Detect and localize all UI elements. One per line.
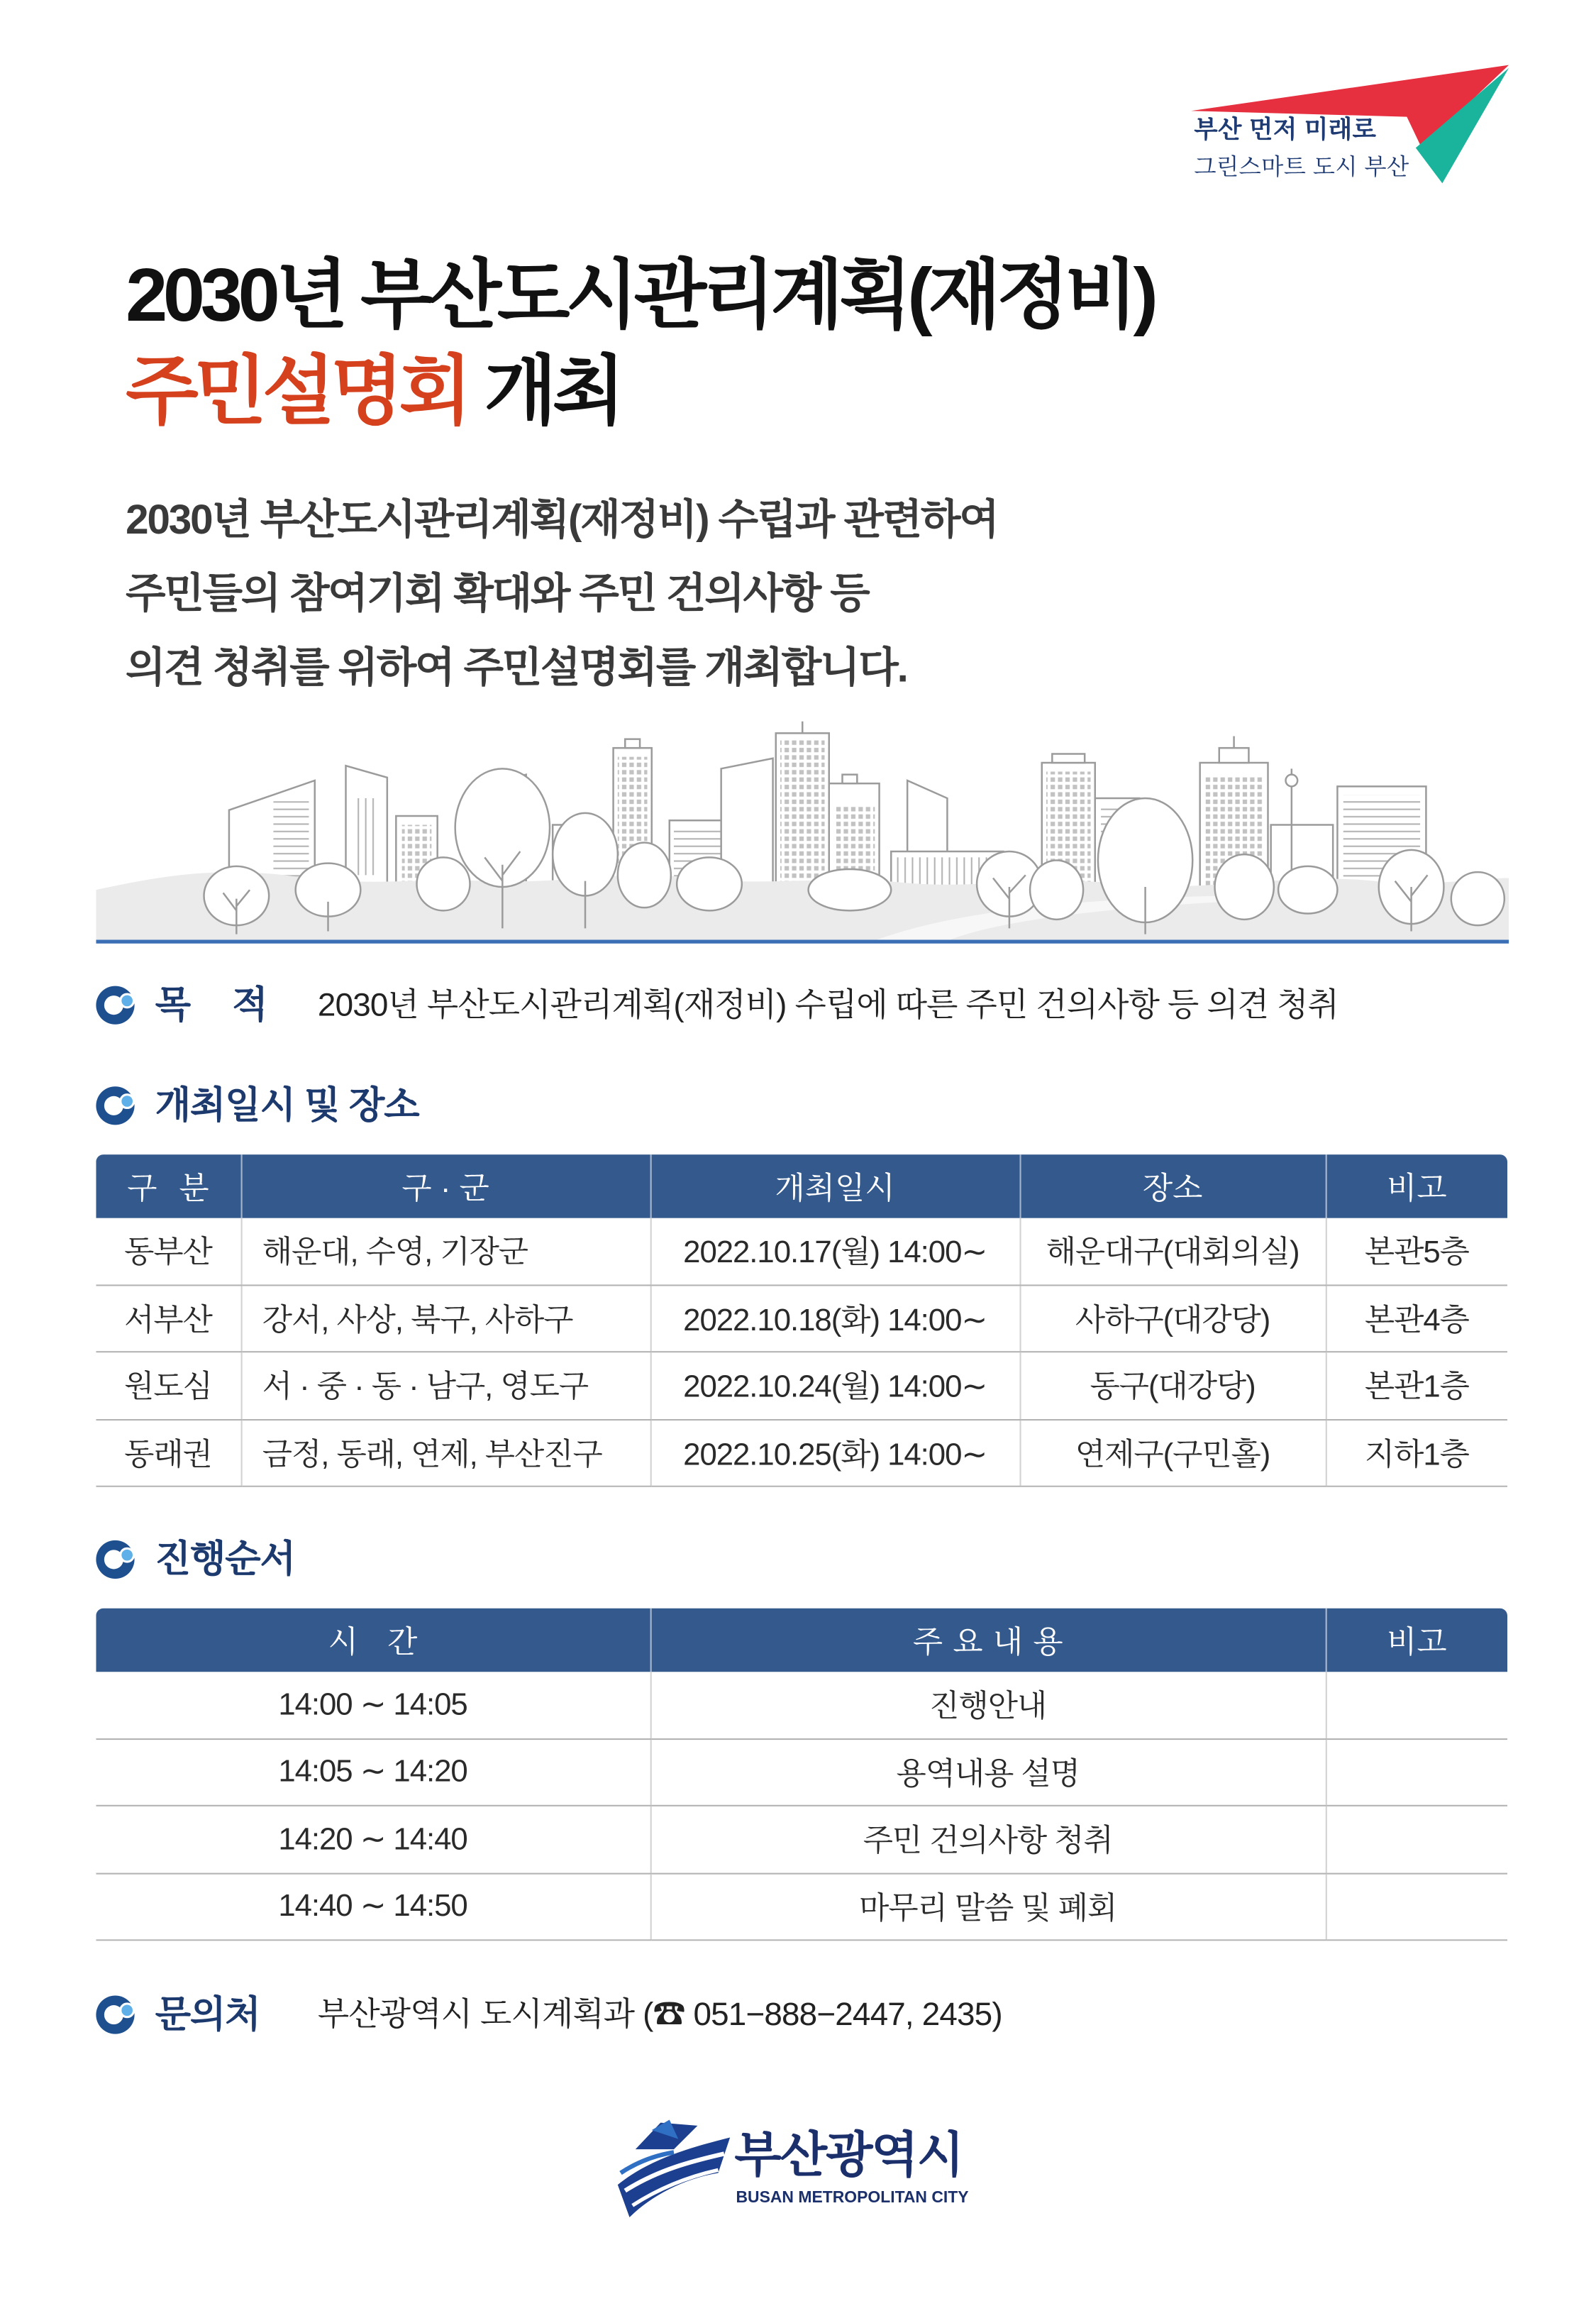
schedule-table (96, 1154, 1507, 1487)
header-division: 구 분 (96, 1154, 240, 1218)
program-table (96, 1609, 1507, 1941)
schedule-note-cell: 본관5층 (1326, 1218, 1507, 1285)
intro-line: 주민들의 참여기회 확대와 주민 건의사항 등 (126, 570, 869, 617)
program-content-cell: 주민 건의사항 청취 (650, 1806, 1326, 1873)
header-time: 시 간 (96, 1609, 650, 1672)
program-row (96, 1672, 1507, 1738)
intro-line: 의견 청취를 위하여 주민설명회를 개최합니다. (126, 644, 907, 690)
schedule-region-cell: 원도심 (96, 1352, 240, 1419)
program-content-cell: 진행안내 (650, 1672, 1326, 1738)
schedule-row (96, 1284, 1507, 1352)
program-note-cell (1326, 1672, 1507, 1738)
schedule-row (96, 1352, 1507, 1419)
header-districts: 구 · 군 (241, 1154, 650, 1218)
intro-line: 2030년 부산도시관리계획(재정비) 수립과 관련하여 (126, 497, 998, 543)
page-title-line-2 (126, 348, 621, 436)
section-bullet-icon (94, 1994, 135, 2035)
program-content-cell: 용역내용 설명 (650, 1738, 1326, 1806)
title-highlight: 주민설명회 (126, 348, 468, 434)
schedule-venue-cell: 해운대구(대회의실) (1020, 1218, 1326, 1285)
schedule-districts-cell: 해운대, 수영, 기장군 (241, 1218, 650, 1285)
schedule-districts-cell: 금정, 동래, 연제, 부산진구 (241, 1419, 650, 1486)
busan-emblem-icon (615, 2117, 733, 2223)
program-heading: 진행순서 (155, 1538, 295, 1581)
header-venue: 장소 (1020, 1154, 1326, 1218)
program-time-cell: 14:40 ∼ 14:50 (96, 1873, 650, 1941)
header-datetime: 개최일시 (650, 1154, 1020, 1218)
program-content-cell: 마무리 말씀 및 폐회 (650, 1873, 1326, 1941)
schedule-venue-cell: 동구(대강당) (1020, 1352, 1326, 1419)
program-row (96, 1873, 1507, 1941)
purpose-text: 2030년 부산도시관리계획(재정비) 수립에 따른 주민 건의사항 등 의견 청취 (317, 986, 1339, 1023)
program-note-cell (1326, 1738, 1507, 1806)
schedule-districts-cell: 강서, 사상, 북구, 사하구 (241, 1284, 650, 1352)
page-title-line-1: 2030년 부산도시관리계획(재정비) (126, 253, 1154, 337)
city-skyline-icon (96, 722, 1510, 947)
intro-paragraph (126, 483, 998, 705)
program-time-cell: 14:05 ∼ 14:20 (96, 1738, 650, 1806)
schedule-datetime-cell: 2022.10.25(화) 14:00∼ (650, 1419, 1020, 1486)
program-time-cell: 14:20 ∼ 14:40 (96, 1806, 650, 1873)
schedule-venue-cell: 사하구(대강당) (1020, 1284, 1326, 1352)
schedule-row (96, 1218, 1507, 1285)
schedule-datetime-cell: 2022.10.17(월) 14:00∼ (650, 1218, 1020, 1285)
schedule-venue-cell: 연제구(구민홀) (1020, 1419, 1326, 1486)
contact-heading: 문의처 (155, 1994, 260, 2036)
program-header-row (96, 1609, 1507, 1672)
schedule-note-cell: 본관4층 (1326, 1284, 1507, 1352)
header-content: 주 요 내 용 (650, 1609, 1326, 1672)
schedule-region-cell: 동부산 (96, 1218, 240, 1285)
schedule-districts-cell: 서 · 중 · 동 · 남구, 영도구 (241, 1352, 650, 1419)
schedule-note-cell: 지하1층 (1326, 1419, 1507, 1486)
program-row (96, 1738, 1507, 1806)
city-name-english: BUSAN METROPOLITAN CITY (736, 2189, 969, 2207)
contact-text: 부산광역시 도시계획과 (☎ 051−888−2447, 2435) (317, 1995, 1002, 2033)
header-note: 비고 (1326, 1609, 1507, 1672)
section-bullet-icon (94, 1539, 135, 1580)
purpose-heading: 목 적 (155, 984, 267, 1026)
schedule-note-cell: 본관1층 (1326, 1352, 1507, 1419)
schedule-region-cell: 서부산 (96, 1284, 240, 1352)
program-row (96, 1806, 1507, 1873)
section-bullet-icon (94, 985, 135, 1026)
program-note-cell (1326, 1806, 1507, 1873)
slogan-line-2: 그린스마트 도시 부산 (1194, 155, 1409, 181)
section-bullet-icon (94, 1085, 135, 1126)
schedule-datetime-cell: 2022.10.18(화) 14:00∼ (650, 1284, 1020, 1352)
schedule-datetime-cell: 2022.10.24(월) 14:00∼ (650, 1352, 1020, 1419)
program-note-cell (1326, 1873, 1507, 1941)
schedule-header-row (96, 1154, 1507, 1218)
schedule-row (96, 1419, 1507, 1486)
schedule-region-cell: 동래권 (96, 1419, 240, 1486)
slogan-line-1: 부산 먼저 미래로 (1194, 116, 1377, 144)
program-time-cell: 14:00 ∼ 14:05 (96, 1672, 650, 1738)
schedule-heading: 개최일시 및 장소 (155, 1085, 419, 1127)
city-name-korean: 부산광역시 (734, 2126, 963, 2182)
header-note: 비고 (1326, 1154, 1507, 1218)
title-rest: 개최 (484, 348, 621, 434)
